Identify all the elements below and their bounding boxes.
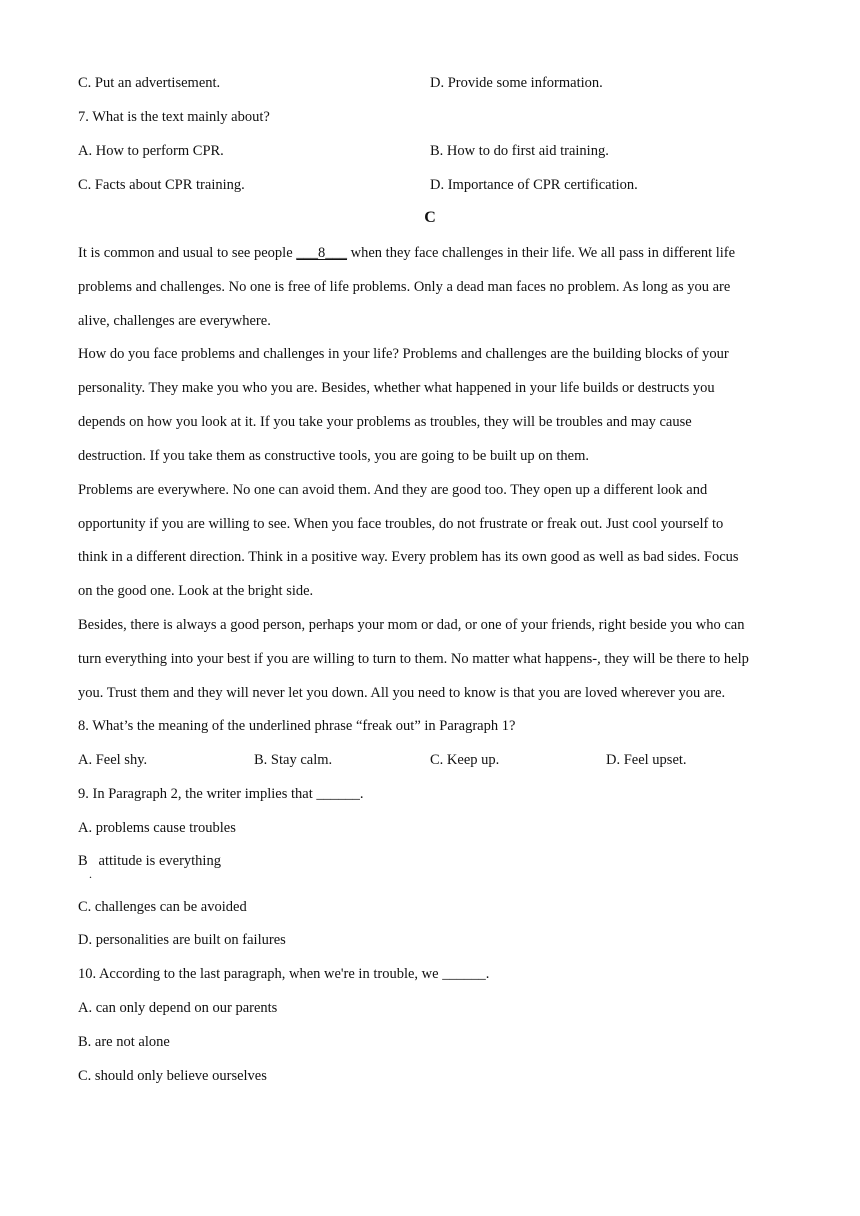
q9-option-b-dot: . bbox=[89, 867, 92, 881]
passage-p2-line-2: personality. They make you who you are. Besides, whether what happened in your life builds or destructs you bbox=[78, 380, 715, 396]
q10-question: 10. According to the last paragraph, when we're in trouble, we ______. bbox=[78, 966, 490, 982]
q6-option-d: D. Provide some information. bbox=[430, 75, 603, 91]
q8-option-c: C. Keep up. bbox=[430, 752, 500, 768]
q7-question: 7. What is the text mainly about? bbox=[78, 109, 270, 125]
q9-question: 9. In Paragraph 2, the writer implies that ______. bbox=[78, 786, 364, 802]
blank-8: ___8___ bbox=[296, 245, 348, 261]
section-heading: C bbox=[424, 209, 436, 226]
q8-option-b: B. Stay calm. bbox=[254, 752, 333, 768]
passage-p4-line-2: turn everything into your best if you are willing to turn to them. No matter what happens-, they will be there to help bbox=[78, 651, 749, 667]
q7-option-c: C. Facts about CPR training. bbox=[78, 177, 245, 193]
q6-option-c: C. Put an advertisement. bbox=[78, 75, 221, 91]
passage-p3-line-3: think in a different direction. Think in a positive way. Every problem has its own good as well as bad sides. Focus bbox=[78, 549, 739, 565]
q9-option-d: D. personalities are built on failures bbox=[78, 932, 286, 948]
q8-option-a: A. Feel shy. bbox=[78, 752, 148, 768]
q9-option-c: C. challenges can be avoided bbox=[78, 899, 247, 915]
passage-p1-line-2: problems and challenges. No one is free of life problems. Only a dead man faces no problem. As long as you are bbox=[78, 279, 731, 295]
p1-text-post: when they face challenges in their life. We all pass in different life bbox=[347, 245, 736, 261]
q10-option-a: A. can only depend on our parents bbox=[78, 1000, 278, 1016]
passage-p1-line-1 bbox=[78, 244, 735, 262]
q7-option-d: D. Importance of CPR certification. bbox=[430, 177, 638, 193]
passage-p3-line-1: Problems are everywhere. No one can avoid them. And they are good too. They open up a different look and bbox=[78, 482, 708, 498]
q8-question: 8. What’s the meaning of the underlined phrase “freak out” in Paragraph 1? bbox=[78, 718, 516, 734]
passage-p4-line-3: you. Trust them and they will never let you down. All you need to know is that you are loved wherever you are. bbox=[78, 685, 726, 701]
q7-option-b: B. How to do first aid training. bbox=[430, 143, 609, 159]
p1-text-pre: It is common and usual to see people bbox=[78, 245, 297, 261]
passage-p3-line-2: opportunity if you are willing to see. When you face troubles, do not frustrate or freak out. Just cool yourself to bbox=[78, 516, 724, 532]
passage-p2-line-4: destruction. If you take them as constructive tools, you are going to be built up on them. bbox=[78, 448, 590, 464]
q7-option-a: A. How to perform CPR. bbox=[78, 143, 224, 159]
q9-option-a: A. problems cause troubles bbox=[78, 820, 236, 836]
passage-p4-line-1: Besides, there is always a good person, perhaps your mom or dad, or one of your friends, right beside you who can bbox=[78, 617, 745, 633]
q9-option-b: B attitude is everything bbox=[78, 853, 221, 869]
passage-p3-line-4: on the good one. Look at the bright side. bbox=[78, 583, 314, 599]
q10-option-b: B. are not alone bbox=[78, 1034, 170, 1050]
q10-option-c: C. should only believe ourselves bbox=[78, 1068, 267, 1084]
q8-option-d: D. Feel upset. bbox=[606, 752, 687, 768]
passage-p2-line-3: depends on how you look at it. If you take your problems as troubles, they will be troubles and may cause bbox=[78, 414, 692, 430]
passage-p2-line-1: How do you face problems and challenges in your life? Problems and challenges are the building blocks of your bbox=[78, 346, 729, 362]
passage-p1-line-3: alive, challenges are everywhere. bbox=[78, 313, 271, 329]
